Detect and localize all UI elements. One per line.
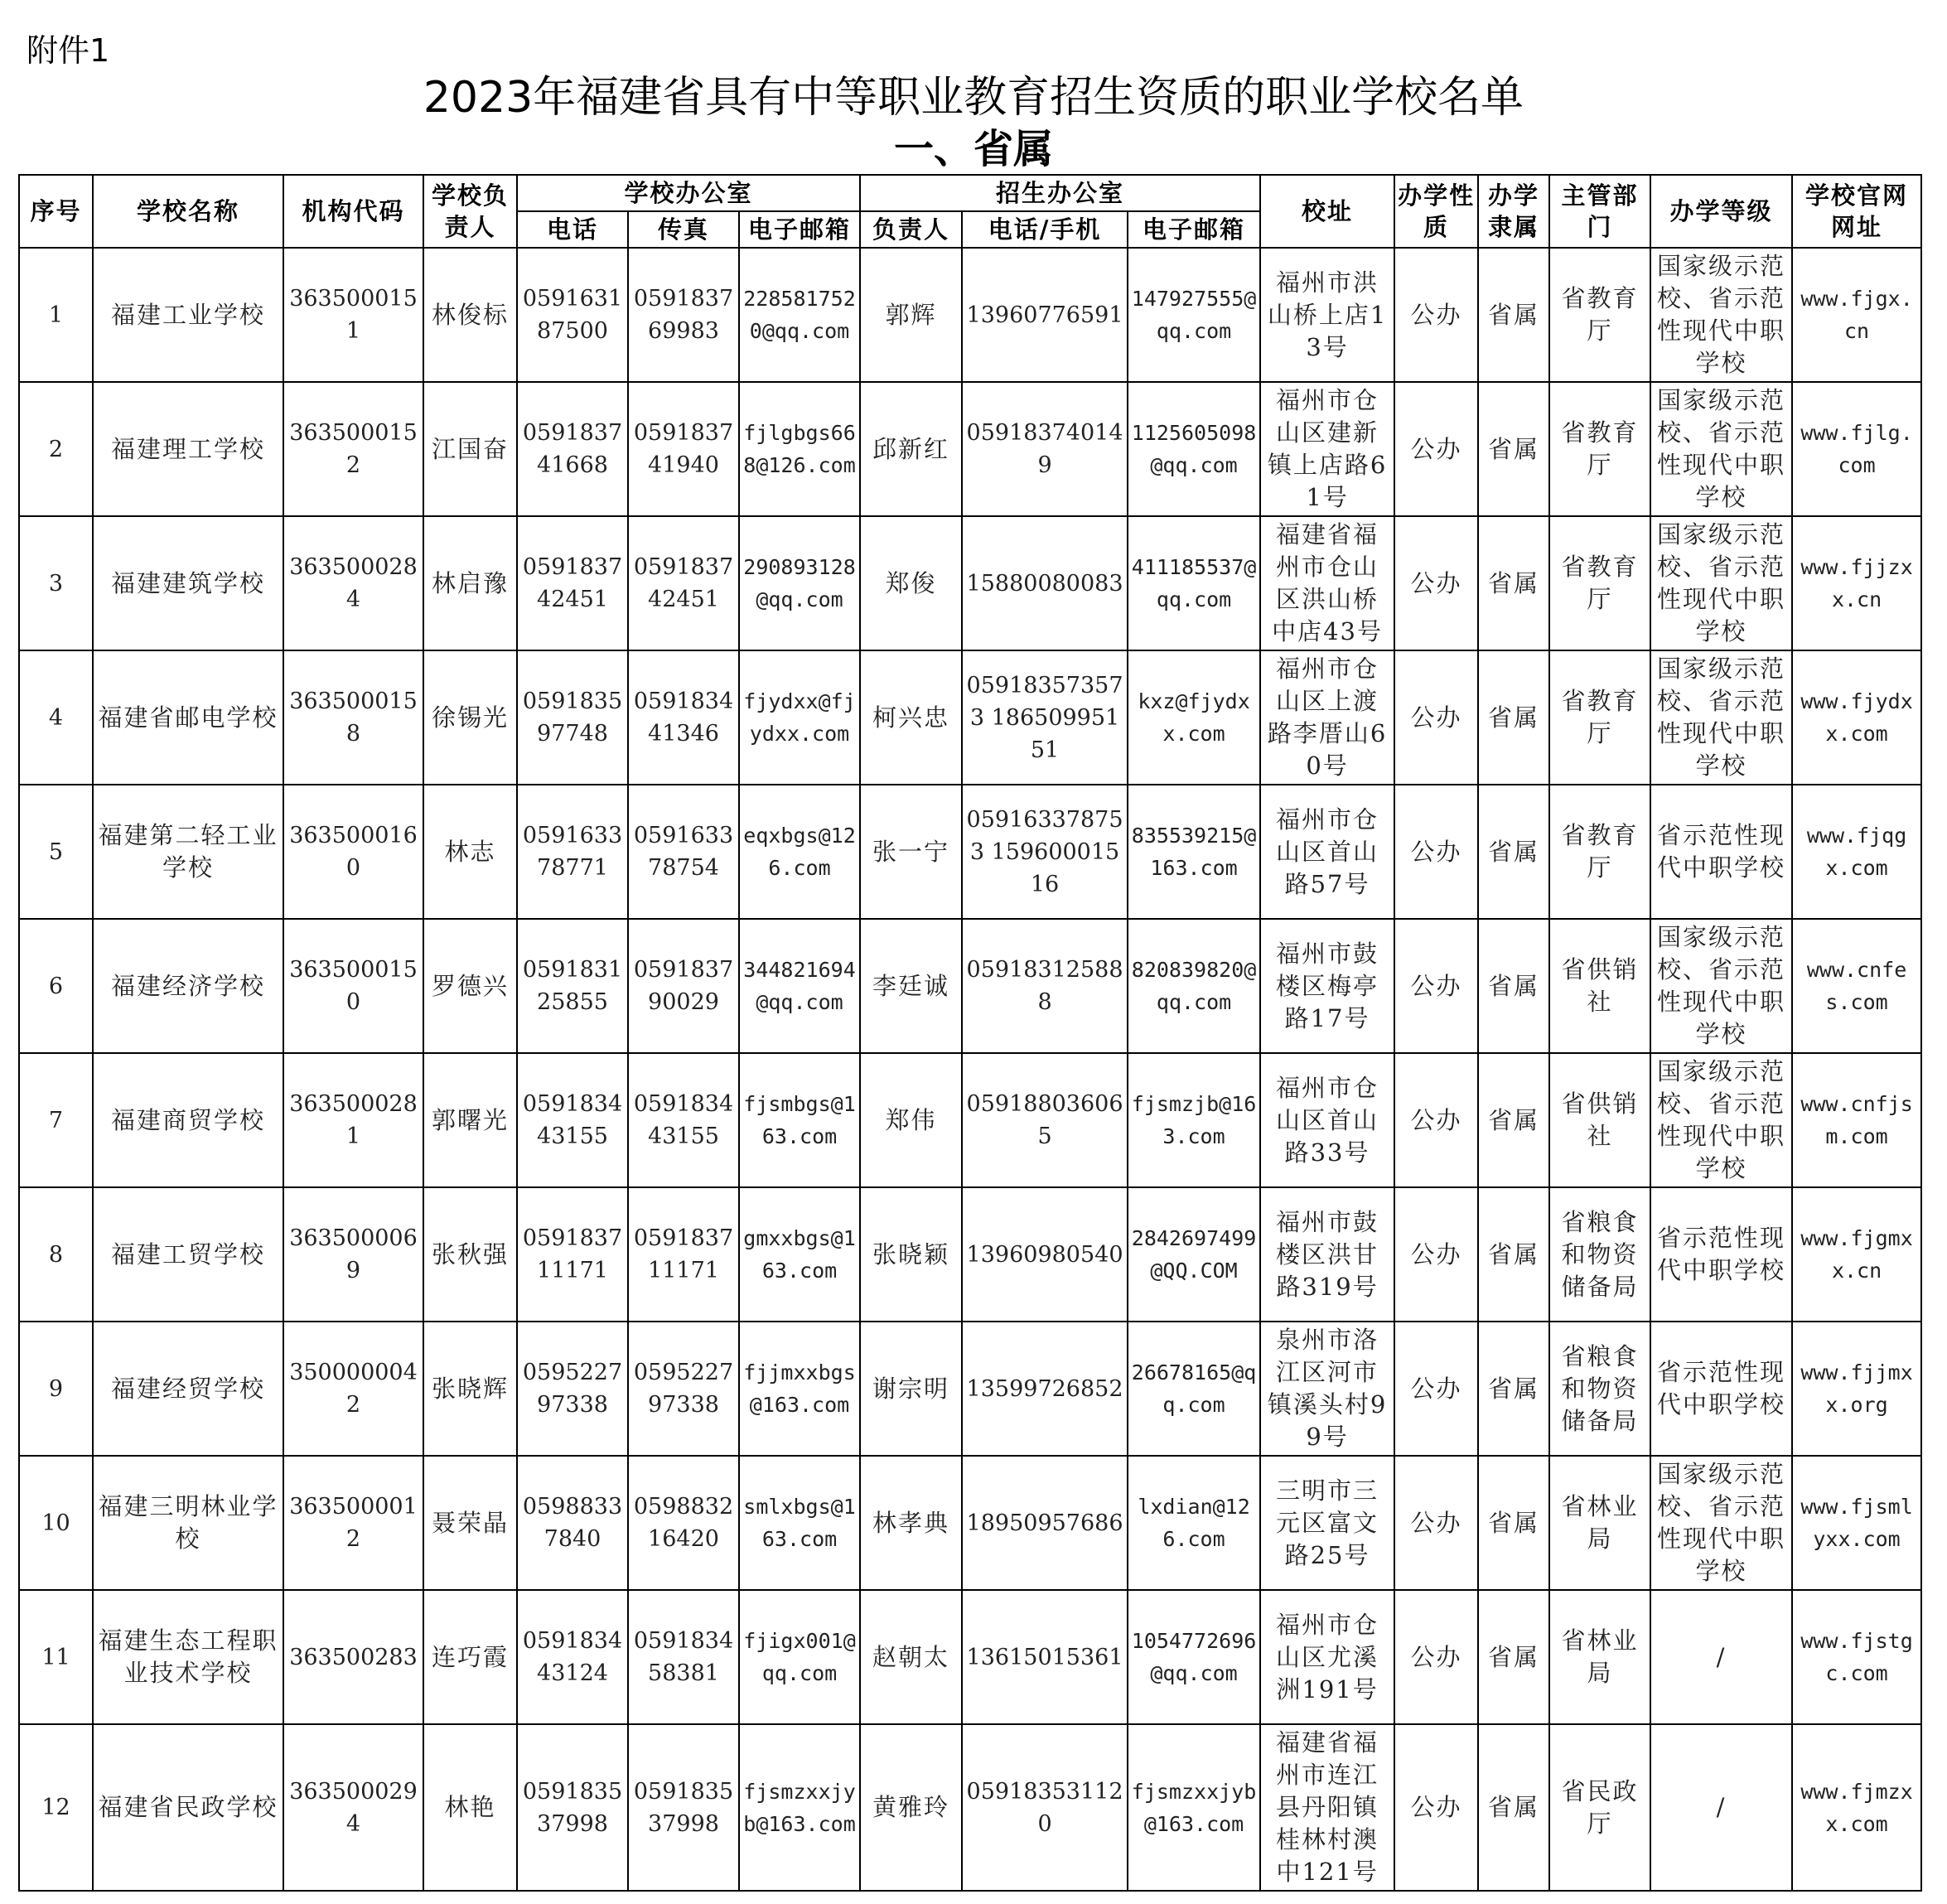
cell-admission-email: 2842697499@QQ.COM [1128, 1187, 1260, 1322]
cell-nature: 公办 [1394, 1724, 1478, 1891]
cell-school-name: 福建工业学校 [93, 248, 283, 382]
cell-admission-phone: 059183740149 [962, 382, 1128, 516]
cell-office-email: fjydxx@fjydxx.com [739, 650, 860, 785]
cell-authority: 省林业局 [1549, 1590, 1650, 1724]
cell-admission-contact: 郭辉 [860, 248, 962, 382]
cell-website: www.fjsmlyxx.com [1792, 1456, 1921, 1590]
cell-org-code: 3635000151 [283, 248, 423, 382]
cell-admission-email: 1054772696@qq.com [1128, 1590, 1260, 1724]
table-body [19, 248, 1921, 1891]
cell-school-name: 福建生态工程职业技术学校 [93, 1590, 283, 1724]
cell-school-head: 张晓辉 [423, 1322, 517, 1456]
cell-address: 福建省福州市连江县丹阳镇桂林村澳中121号 [1260, 1724, 1394, 1891]
cell-office-phone: 059183537998 [517, 1724, 628, 1891]
header-office-phone: 电话 [517, 211, 628, 248]
table-row [19, 248, 1921, 382]
table-row [19, 650, 1921, 785]
cell-nature: 公办 [1394, 1322, 1478, 1456]
cell-address: 三明市三元区富文路25号 [1260, 1456, 1394, 1590]
cell-admission-contact: 郑伟 [860, 1053, 962, 1187]
table-header [19, 175, 1921, 248]
cell-admission-email: 1125605098@qq.com [1128, 382, 1260, 516]
header-admission-contact: 负责人 [860, 211, 962, 248]
cell-address: 福州市仓山区尤溪洲191号 [1260, 1590, 1394, 1724]
cell-admission-phone: 059163378753 15960001516 [962, 785, 1128, 919]
cell-office-email: fjsmzxxjyb@163.com [739, 1724, 860, 1891]
cell-admission-phone: 059183125888 [962, 919, 1128, 1053]
cell-office-fax: 059883216420 [628, 1456, 739, 1590]
cell-affiliation: 省属 [1478, 650, 1549, 785]
cell-level: 国家级示范校、省示范性现代中职学校 [1650, 382, 1792, 516]
cell-admission-email: 26678165@qq.com [1128, 1322, 1260, 1456]
cell-nature: 公办 [1394, 1456, 1478, 1590]
header-office-fax: 传真 [628, 211, 739, 248]
cell-address: 福州市鼓楼区梅亭路17号 [1260, 919, 1394, 1053]
cell-admission-phone: 13615015361 [962, 1590, 1128, 1724]
cell-seq: 12 [19, 1724, 93, 1891]
cell-nature: 公办 [1394, 516, 1478, 650]
section-subtitle: 一、省属 [893, 126, 1053, 172]
header-authority: 主管部门 [1549, 175, 1650, 248]
cell-website: www.fjjzxx.cn [1792, 516, 1921, 650]
cell-office-email: smlxbgs@163.com [739, 1456, 860, 1590]
cell-nature: 公办 [1394, 382, 1478, 516]
cell-office-phone: 059183443124 [517, 1590, 628, 1724]
cell-office-email: 344821694@qq.com [739, 919, 860, 1053]
cell-authority: 省林业局 [1549, 1456, 1650, 1590]
cell-admission-email: kxz@fjydxx.com [1128, 650, 1260, 785]
cell-website: www.fjlg.com [1792, 382, 1921, 516]
cell-admission-contact: 赵朝太 [860, 1590, 962, 1724]
cell-office-fax: 059183443155 [628, 1053, 739, 1187]
table-row [19, 785, 1921, 919]
header-admission-email: 电子邮箱 [1128, 211, 1260, 248]
cell-office-email: 290893128@qq.com [739, 516, 860, 650]
cell-website: www.fjgx.cn [1792, 248, 1921, 382]
cell-admission-phone: 059183531120 [962, 1724, 1128, 1891]
cell-affiliation: 省属 [1478, 1053, 1549, 1187]
cell-nature: 公办 [1394, 650, 1478, 785]
cell-seq: 6 [19, 919, 93, 1053]
table-row [19, 919, 1921, 1053]
cell-office-phone: 059183125855 [517, 919, 628, 1053]
header-school-office: 学校办公室 [517, 175, 860, 211]
cell-website: www.fjqgx.com [1792, 785, 1921, 919]
cell-admission-contact: 谢宗明 [860, 1322, 962, 1456]
cell-school-head: 林艳 [423, 1724, 517, 1891]
cell-address: 福州市仓山区首山路33号 [1260, 1053, 1394, 1187]
cell-website: www.fjstgc.com [1792, 1590, 1921, 1724]
cell-seq: 11 [19, 1590, 93, 1724]
cell-office-email: gmxxbgs@163.com [739, 1187, 860, 1322]
cell-school-head: 张秋强 [423, 1187, 517, 1322]
cell-school-name: 福建省民政学校 [93, 1724, 283, 1891]
cell-seq: 4 [19, 650, 93, 785]
cell-authority: 省供销社 [1549, 1053, 1650, 1187]
cell-admission-contact: 张晓颖 [860, 1187, 962, 1322]
cell-nature: 公办 [1394, 1053, 1478, 1187]
cell-address: 福州市洪山桥上店13号 [1260, 248, 1394, 382]
cell-office-phone: 059183711171 [517, 1187, 628, 1322]
cell-level: 省示范性现代中职学校 [1650, 785, 1792, 919]
table-row [19, 1456, 1921, 1590]
cell-seq: 7 [19, 1053, 93, 1187]
header-level: 办学等级 [1650, 175, 1792, 248]
cell-admission-email: 411185537@qq.com [1128, 516, 1260, 650]
cell-authority: 省教育厅 [1549, 382, 1650, 516]
cell-school-name: 福建三明林业学校 [93, 1456, 283, 1590]
cell-admission-email: 835539215@163.com [1128, 785, 1260, 919]
cell-office-fax: 059183441346 [628, 650, 739, 785]
cell-affiliation: 省属 [1478, 516, 1549, 650]
cell-admission-email: 147927555@qq.com [1128, 248, 1260, 382]
cell-website: www.cnfes.com [1792, 919, 1921, 1053]
cell-org-code: 3635000281 [283, 1053, 423, 1187]
cell-nature: 公办 [1394, 248, 1478, 382]
cell-office-phone: 059163378771 [517, 785, 628, 919]
cell-school-head: 聂荣晶 [423, 1456, 517, 1590]
cell-level: 国家级示范校、省示范性现代中职学校 [1650, 650, 1792, 785]
cell-seq: 8 [19, 1187, 93, 1322]
cell-school-name: 福建工贸学校 [93, 1187, 283, 1322]
cell-office-fax: 059183458381 [628, 1590, 739, 1724]
cell-office-email: fjjmxxbgs@163.com [739, 1322, 860, 1456]
cell-school-name: 福建经贸学校 [93, 1322, 283, 1456]
cell-office-phone: 05988337840 [517, 1456, 628, 1590]
cell-affiliation: 省属 [1478, 1322, 1549, 1456]
cell-address: 福州市仓山区上渡路李厝山60号 [1260, 650, 1394, 785]
cell-office-fax: 059183790029 [628, 919, 739, 1053]
cell-school-name: 福建经济学校 [93, 919, 283, 1053]
cell-org-code: 3635000069 [283, 1187, 423, 1322]
cell-affiliation: 省属 [1478, 919, 1549, 1053]
header-address: 校址 [1260, 175, 1394, 248]
header-admission-office: 招生办公室 [860, 175, 1260, 211]
cell-office-phone: 059163187500 [517, 248, 628, 382]
table-row [19, 1053, 1921, 1187]
cell-school-head: 林志 [423, 785, 517, 919]
cell-office-phone: 059183597748 [517, 650, 628, 785]
cell-seq: 10 [19, 1456, 93, 1590]
cell-level: 国家级示范校、省示范性现代中职学校 [1650, 516, 1792, 650]
cell-authority: 省民政厅 [1549, 1724, 1650, 1891]
cell-level: / [1650, 1724, 1792, 1891]
header-seq: 序号 [19, 175, 93, 248]
cell-office-phone: 059183742451 [517, 516, 628, 650]
cell-admission-email: 820839820@qq.com [1128, 919, 1260, 1053]
cell-org-code: 3635000012 [283, 1456, 423, 1590]
header-admission-phone: 电话/手机 [962, 211, 1128, 248]
table-row [19, 1322, 1921, 1456]
header-org-code: 机构代码 [283, 175, 423, 248]
cell-affiliation: 省属 [1478, 1724, 1549, 1891]
cell-office-email: 2285817520@qq.com [739, 248, 860, 382]
school-roster-table [18, 174, 1922, 1892]
cell-address: 福州市仓山区建新镇上店路61号 [1260, 382, 1394, 516]
cell-admission-contact: 林孝典 [860, 1456, 962, 1590]
cell-seq: 1 [19, 248, 93, 382]
cell-level: 国家级示范校、省示范性现代中职学校 [1650, 1456, 1792, 1590]
cell-school-head: 连巧霞 [423, 1590, 517, 1724]
cell-office-phone: 059183741668 [517, 382, 628, 516]
cell-authority: 省教育厅 [1549, 785, 1650, 919]
cell-office-email: fjsmbgs@163.com [739, 1053, 860, 1187]
cell-nature: 公办 [1394, 1590, 1478, 1724]
cell-school-head: 林俊标 [423, 248, 517, 382]
cell-level: 国家级示范校、省示范性现代中职学校 [1650, 919, 1792, 1053]
cell-website: www.fjjmxx.org [1792, 1322, 1921, 1456]
cell-level: 国家级示范校、省示范性现代中职学校 [1650, 1053, 1792, 1187]
cell-office-fax: 059183537998 [628, 1724, 739, 1891]
cell-school-name: 福建第二轻工业学校 [93, 785, 283, 919]
cell-org-code: 3635000150 [283, 919, 423, 1053]
cell-level: 省示范性现代中职学校 [1650, 1322, 1792, 1456]
cell-admission-phone: 13960980540 [962, 1187, 1128, 1322]
cell-school-head: 罗德兴 [423, 919, 517, 1053]
cell-admission-contact: 李廷诚 [860, 919, 962, 1053]
cell-admission-phone: 13960776591 [962, 248, 1128, 382]
cell-nature: 公办 [1394, 785, 1478, 919]
cell-office-fax: 059183742451 [628, 516, 739, 650]
header-nature: 办学性质 [1394, 175, 1478, 248]
cell-level: 省示范性现代中职学校 [1650, 1187, 1792, 1322]
cell-address: 福州市鼓楼区洪甘路319号 [1260, 1187, 1394, 1322]
cell-school-name: 福建建筑学校 [93, 516, 283, 650]
cell-seq: 5 [19, 785, 93, 919]
cell-level: 国家级示范校、省示范性现代中职学校 [1650, 248, 1792, 382]
cell-affiliation: 省属 [1478, 1590, 1549, 1724]
cell-admission-phone: 13599726852 [962, 1322, 1128, 1456]
cell-org-code: 3635000160 [283, 785, 423, 919]
cell-website: www.fjmzxx.com [1792, 1724, 1921, 1891]
header-row-top [19, 175, 1921, 211]
cell-office-fax: 059163378754 [628, 785, 739, 919]
cell-office-phone: 059522797338 [517, 1322, 628, 1456]
cell-school-name: 福建省邮电学校 [93, 650, 283, 785]
table-row [19, 1724, 1921, 1891]
cell-school-head: 郭曙光 [423, 1053, 517, 1187]
cell-org-code: 3500000042 [283, 1322, 423, 1456]
cell-office-fax: 059183711171 [628, 1187, 739, 1322]
table-row [19, 516, 1921, 650]
cell-admission-phone: 059188036065 [962, 1053, 1128, 1187]
cell-level: / [1650, 1590, 1792, 1724]
cell-affiliation: 省属 [1478, 785, 1549, 919]
cell-authority: 省教育厅 [1549, 650, 1650, 785]
cell-org-code: 3635000284 [283, 516, 423, 650]
cell-authority: 省粮食和物资储备局 [1549, 1322, 1650, 1456]
cell-office-fax: 059522797338 [628, 1322, 739, 1456]
cell-office-fax: 059183741940 [628, 382, 739, 516]
cell-admission-email: fjsmzjb@163.com [1128, 1053, 1260, 1187]
table-row [19, 382, 1921, 516]
cell-affiliation: 省属 [1478, 382, 1549, 516]
table-row [19, 1590, 1921, 1724]
cell-authority: 省教育厅 [1549, 516, 1650, 650]
cell-authority: 省教育厅 [1549, 248, 1650, 382]
cell-authority: 省供销社 [1549, 919, 1650, 1053]
cell-admission-contact: 张一宁 [860, 785, 962, 919]
cell-org-code: 3635000152 [283, 382, 423, 516]
cell-admission-email: fjsmzxxjyb@163.com [1128, 1724, 1260, 1891]
cell-admission-email: lxdian@126.com [1128, 1456, 1260, 1590]
cell-office-email: fjlgbgs668@126.com [739, 382, 860, 516]
cell-school-head: 徐锡光 [423, 650, 517, 785]
cell-admission-contact: 黄雅玲 [860, 1724, 962, 1891]
header-office-email: 电子邮箱 [739, 211, 860, 248]
cell-admission-phone: 059183573573 18650995151 [962, 650, 1128, 785]
cell-office-email: eqxbgs@126.com [739, 785, 860, 919]
cell-affiliation: 省属 [1478, 1187, 1549, 1322]
attachment-label: 附件1 [27, 32, 110, 69]
cell-school-head: 江国奋 [423, 382, 517, 516]
cell-office-email: fjigx001@qq.com [739, 1590, 860, 1724]
cell-affiliation: 省属 [1478, 1456, 1549, 1590]
cell-admission-contact: 柯兴忠 [860, 650, 962, 785]
header-website: 学校官网网址 [1792, 175, 1921, 248]
cell-admission-phone: 18950957686 [962, 1456, 1128, 1590]
cell-office-phone: 059183443155 [517, 1053, 628, 1187]
cell-org-code: 363500283 [283, 1590, 423, 1724]
cell-admission-phone: 15880080083 [962, 516, 1128, 650]
cell-website: www.cnfjsm.com [1792, 1053, 1921, 1187]
cell-nature: 公办 [1394, 1187, 1478, 1322]
cell-authority: 省粮食和物资储备局 [1549, 1187, 1650, 1322]
cell-seq: 9 [19, 1322, 93, 1456]
cell-office-fax: 059183769983 [628, 248, 739, 382]
page-title: 2023年福建省具有中等职业教育招生资质的职业学校名单 [423, 73, 1524, 123]
cell-nature: 公办 [1394, 919, 1478, 1053]
cell-admission-contact: 郑俊 [860, 516, 962, 650]
cell-seq: 3 [19, 516, 93, 650]
cell-affiliation: 省属 [1478, 248, 1549, 382]
cell-website: www.fjgmxx.cn [1792, 1187, 1921, 1322]
cell-admission-contact: 邱新红 [860, 382, 962, 516]
header-school-head: 学校负责人 [423, 175, 517, 248]
cell-school-name: 福建商贸学校 [93, 1053, 283, 1187]
cell-address: 福建省福州市仓山区洪山桥中店43号 [1260, 516, 1394, 650]
cell-school-name: 福建理工学校 [93, 382, 283, 516]
cell-school-head: 林启豫 [423, 516, 517, 650]
header-school-name: 学校名称 [93, 175, 283, 248]
cell-address: 泉州市洛江区河市镇溪头村99号 [1260, 1322, 1394, 1456]
cell-seq: 2 [19, 382, 93, 516]
header-affiliation: 办学隶属 [1478, 175, 1549, 248]
cell-org-code: 3635000158 [283, 650, 423, 785]
cell-website: www.fjydxx.com [1792, 650, 1921, 785]
table-row [19, 1187, 1921, 1322]
cell-address: 福州市仓山区首山路57号 [1260, 785, 1394, 919]
cell-org-code: 3635000294 [283, 1724, 423, 1891]
